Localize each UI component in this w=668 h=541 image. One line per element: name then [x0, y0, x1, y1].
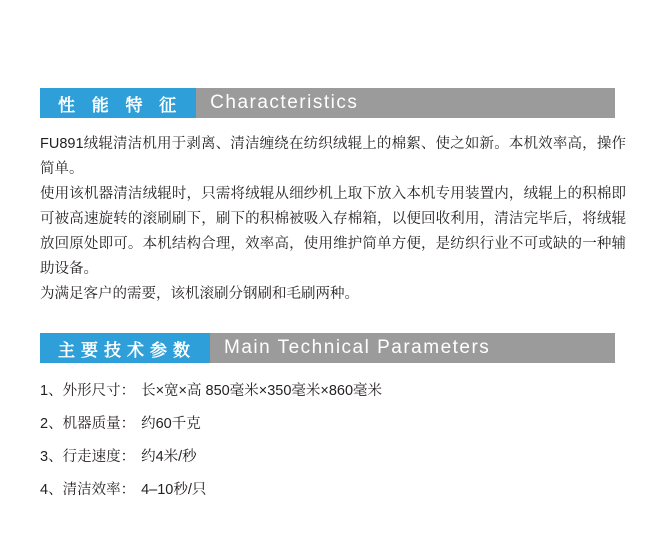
param-label: 行走速度： [62, 449, 136, 465]
param-value: 4–10秒/只 [141, 482, 207, 498]
param-index: 3、 [40, 449, 63, 465]
param-label: 机器质量： [62, 416, 136, 432]
param-index: 4、 [40, 482, 63, 498]
paragraph: 使用该机器清洁绒辊时，只需将绒辊从细纱机上取下放入本机专用装置内，绒辊上的积棉即可被高速旋转的滚刷刷下，刷下的积棉被吸入存棉箱，以便回收利用，清洁完毕后，将绒辊放回原处即可。本机结构合理，效率高，使用维护简单方便，是纺织行业不可或缺的一种辅助设备。 [40, 186, 626, 277]
section-heading-en: Main Technical Parameters [210, 333, 615, 363]
list-item [40, 447, 668, 467]
section-heading-characteristics [40, 88, 615, 118]
list-item [40, 414, 668, 434]
section-heading-parameters [40, 333, 615, 363]
list-item [40, 480, 668, 500]
param-value: 长×宽×高 850毫米×350毫米×860毫米 [141, 383, 383, 399]
param-value: 约60千克 [141, 416, 201, 432]
section-characteristics [40, 88, 668, 307]
param-label: 外形尺寸： [62, 383, 136, 399]
param-index: 2、 [40, 416, 63, 432]
list-item [40, 381, 668, 401]
paragraph: FU891绒辊清洁机用于剥离、清洁缠绕在纺织绒辊上的棉絮、使之如新。本机效率高，操作简单。 [40, 136, 626, 177]
section-main-technical-parameters [40, 333, 668, 500]
param-value: 约4米/秒 [141, 449, 197, 465]
paragraph: 为满足客户的需要，该机滚刷分钢刷和毛刷两种。 [40, 286, 359, 302]
section-heading-cn: 性 能 特 征 [40, 88, 196, 118]
param-index: 1、 [40, 383, 63, 399]
parameter-list [40, 381, 668, 500]
characteristics-body [40, 132, 626, 307]
param-label: 清洁效率： [62, 482, 136, 498]
section-heading-en: Characteristics [196, 88, 615, 118]
section-heading-cn: 主要技术参数 [40, 333, 210, 363]
